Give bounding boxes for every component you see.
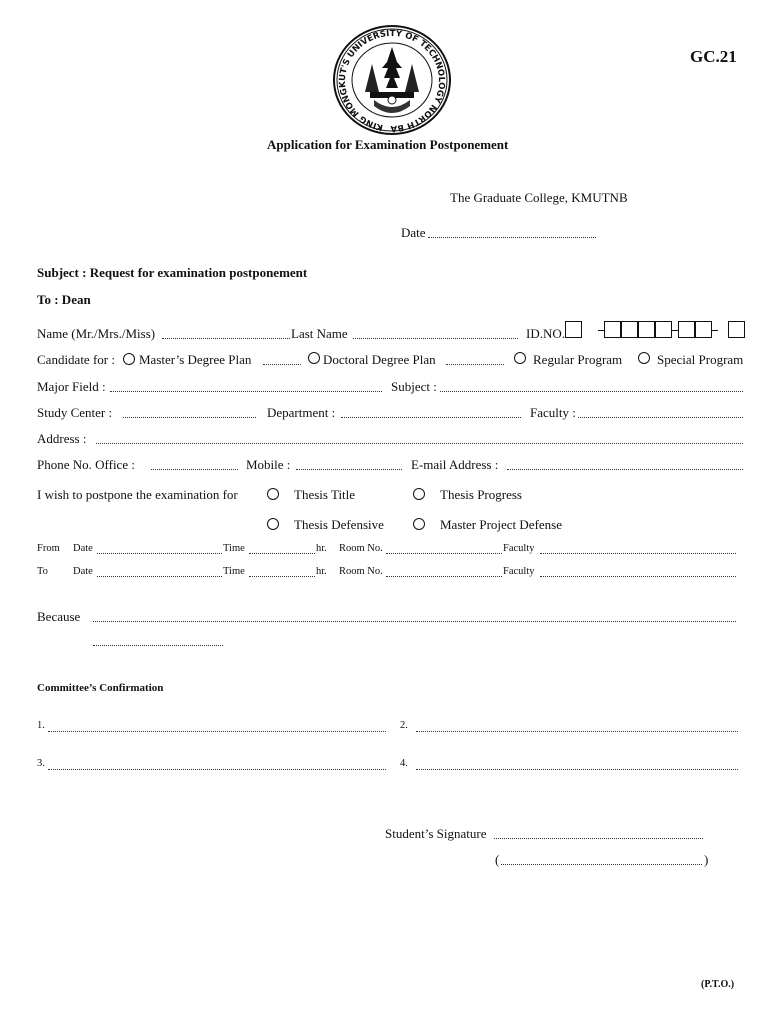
doctoral-label: Doctoral Degree Plan bbox=[323, 352, 436, 367]
faculty-label: Faculty : bbox=[530, 405, 576, 420]
from-label: From bbox=[37, 543, 60, 554]
subject-line: Subject : Request for examination postponement bbox=[37, 265, 308, 280]
to-faculty-label: Faculty bbox=[503, 566, 535, 577]
committee-signature-3[interactable] bbox=[48, 769, 386, 770]
committee-number-1: 1. bbox=[37, 720, 45, 731]
mobile-input[interactable] bbox=[296, 469, 402, 470]
student-signature-input[interactable] bbox=[494, 838, 703, 839]
name-field[interactable] bbox=[162, 338, 290, 339]
student-signature-label: Student’s Signature bbox=[385, 826, 487, 841]
masters-radio[interactable] bbox=[123, 353, 135, 365]
to-date-input[interactable] bbox=[97, 576, 222, 577]
id-box[interactable] bbox=[638, 321, 655, 338]
phone-office-input[interactable] bbox=[151, 469, 238, 470]
id-box[interactable] bbox=[621, 321, 638, 338]
phone-office-label: Phone No. Office : bbox=[37, 457, 135, 472]
study-center-label: Study Center : bbox=[37, 405, 113, 420]
from-hr-label: hr. bbox=[316, 543, 327, 554]
doctoral-plan-field[interactable] bbox=[446, 364, 504, 365]
to-line: To : Dean bbox=[37, 292, 91, 307]
committee-heading: Committee’s Confirmation bbox=[37, 682, 164, 694]
because-input[interactable] bbox=[93, 621, 736, 622]
id-box[interactable] bbox=[565, 321, 582, 338]
last-name-field[interactable] bbox=[353, 338, 518, 339]
masters-label: Master’s Degree Plan bbox=[139, 352, 252, 367]
subject-field-label: Subject : bbox=[391, 379, 437, 394]
to-room-input[interactable] bbox=[386, 576, 502, 577]
to-label: To bbox=[37, 566, 48, 577]
from-room-input[interactable] bbox=[386, 553, 502, 554]
from-faculty-label: Faculty bbox=[503, 543, 535, 554]
special-program-radio[interactable] bbox=[638, 352, 650, 364]
thesis-progress-label: Thesis Progress bbox=[440, 487, 522, 502]
masters-plan-field[interactable] bbox=[263, 364, 301, 365]
thesis-progress-radio[interactable] bbox=[413, 488, 425, 500]
from-date-label: Date bbox=[73, 543, 93, 554]
committee-number-3: 3. bbox=[37, 758, 45, 769]
date-label: Date bbox=[401, 225, 426, 240]
signature-close-paren: ) bbox=[704, 852, 709, 867]
date-field[interactable] bbox=[428, 237, 596, 238]
student-printed-name-input[interactable] bbox=[501, 864, 702, 865]
because-input-line-2[interactable] bbox=[93, 645, 223, 646]
page-footer-pto: (P.T.O.) bbox=[701, 979, 735, 990]
address-label: Address : bbox=[37, 431, 87, 446]
thesis-defensive-label: Thesis Defensive bbox=[294, 517, 384, 532]
faculty-input[interactable] bbox=[578, 417, 743, 418]
from-time-label: Time bbox=[223, 543, 245, 554]
id-box[interactable] bbox=[728, 321, 745, 338]
mobile-label: Mobile : bbox=[246, 457, 291, 472]
major-field-input[interactable] bbox=[110, 391, 382, 392]
committee-signature-4[interactable] bbox=[416, 769, 738, 770]
study-center-input[interactable] bbox=[123, 417, 256, 418]
master-project-defense-label: Master Project Defense bbox=[440, 517, 563, 532]
svg-text:KING MONGKUT'S UNIVERSITY OF T: KING MONGKUT'S UNIVERSITY OF TECHNOLOGY NORTH BA bbox=[337, 28, 447, 134]
because-label: Because bbox=[37, 609, 81, 624]
id-box[interactable] bbox=[678, 321, 695, 338]
thesis-title-label: Thesis Title bbox=[294, 487, 356, 502]
regular-program-radio[interactable] bbox=[514, 352, 526, 364]
committee-signature-1[interactable] bbox=[48, 731, 386, 732]
id-box[interactable] bbox=[695, 321, 712, 338]
major-field-label: Major Field : bbox=[37, 379, 106, 394]
university-seal-logo bbox=[330, 22, 454, 138]
to-hr-label: hr. bbox=[316, 566, 327, 577]
doctoral-radio[interactable] bbox=[308, 352, 320, 364]
postpone-intro: I wish to postpone the examination for bbox=[37, 487, 238, 502]
to-time-label: Time bbox=[223, 566, 245, 577]
name-label: Name (Mr./Mrs./Miss) bbox=[37, 326, 156, 341]
to-room-label: Room No. bbox=[339, 566, 383, 577]
committee-signature-2[interactable] bbox=[416, 731, 738, 732]
email-input[interactable] bbox=[507, 469, 743, 470]
from-date-input[interactable] bbox=[97, 553, 222, 554]
from-faculty-input[interactable] bbox=[540, 553, 736, 554]
page-title: Application for Examination Postponement bbox=[267, 137, 509, 152]
id-box[interactable] bbox=[604, 321, 621, 338]
special-program-label: Special Program bbox=[657, 352, 744, 367]
master-project-defense-radio[interactable] bbox=[413, 518, 425, 530]
department-input[interactable] bbox=[341, 417, 521, 418]
id-label: ID.NO. bbox=[526, 326, 565, 341]
institution-name: The Graduate College, KMUTNB bbox=[450, 190, 628, 205]
from-room-label: Room No. bbox=[339, 543, 383, 554]
to-time-input[interactable] bbox=[249, 576, 315, 577]
subject-field-input[interactable] bbox=[440, 391, 743, 392]
signature-open-paren: ( bbox=[495, 852, 500, 867]
regular-program-label: Regular Program bbox=[533, 352, 623, 367]
committee-number-2: 2. bbox=[400, 720, 408, 731]
id-dash bbox=[712, 330, 718, 331]
to-faculty-input[interactable] bbox=[540, 576, 736, 577]
last-name-label: Last Name bbox=[291, 326, 348, 341]
thesis-defensive-radio[interactable] bbox=[267, 518, 279, 530]
address-input[interactable] bbox=[96, 443, 743, 444]
committee-number-4: 4. bbox=[400, 758, 408, 769]
from-time-input[interactable] bbox=[249, 553, 315, 554]
id-box[interactable] bbox=[655, 321, 672, 338]
form-code: GC.21 bbox=[690, 47, 737, 66]
department-label: Department : bbox=[267, 405, 336, 420]
candidate-label: Candidate for : bbox=[37, 352, 115, 367]
to-date-label: Date bbox=[73, 566, 93, 577]
email-label: E-mail Address : bbox=[411, 457, 499, 472]
thesis-title-radio[interactable] bbox=[267, 488, 279, 500]
